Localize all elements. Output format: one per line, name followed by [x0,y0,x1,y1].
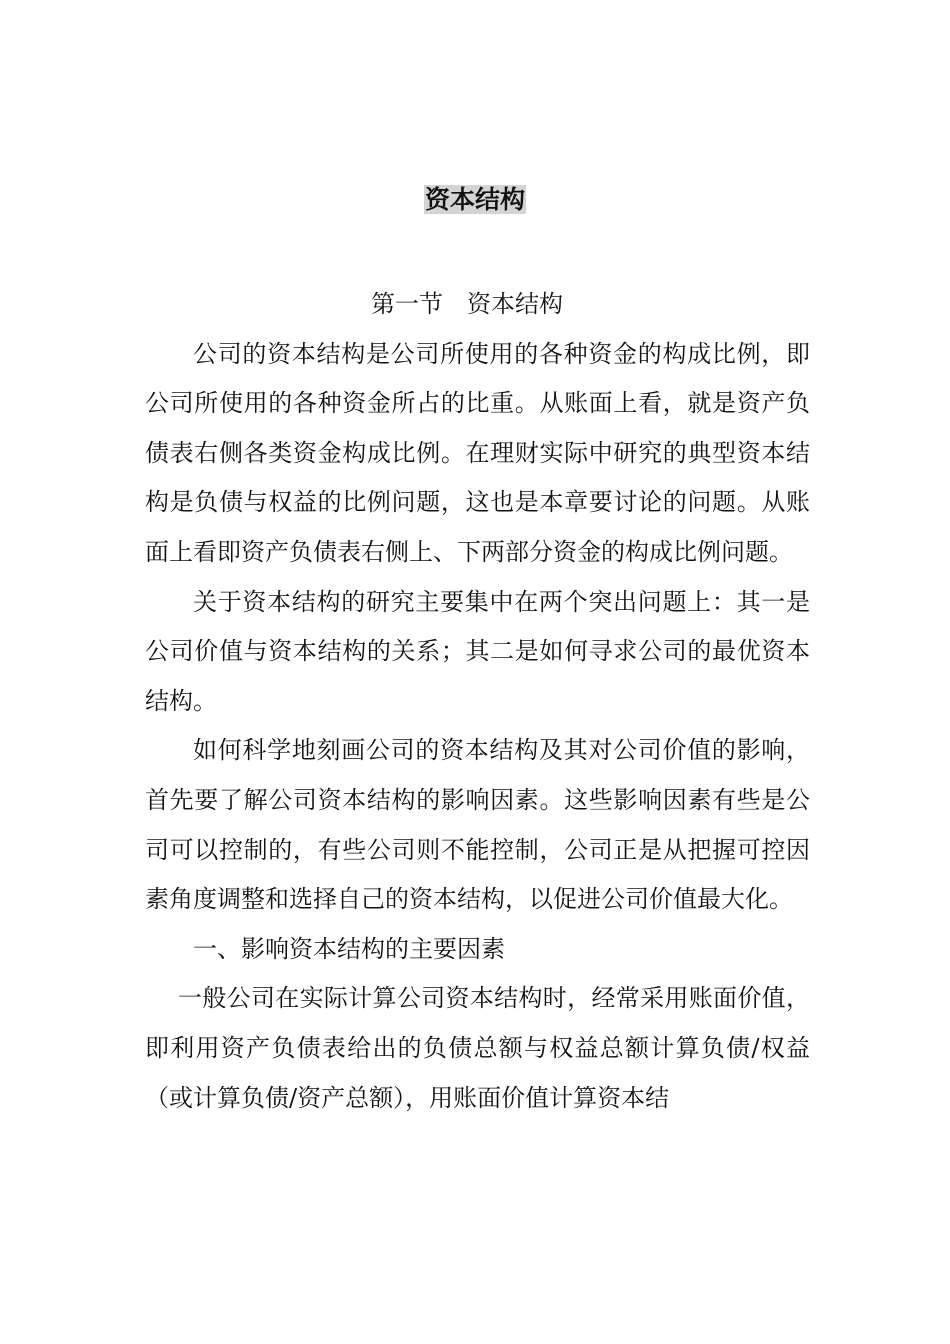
document-title-text: 资本结构 [424,185,525,214]
paragraph: 公司的资本结构是公司所使用的各种资金的构成比例，即公司所使用的各种资金所占的比重。从账面上看，就是资产负债表右侧各类资金构成比例。在理财实际中研究的典型资本结构是负债与权益的比例问题，这也是本章要讨论的问题。从账面上看即资产负债表右侧上、下两部分资金的构成比例问题。 [145,339,810,566]
paragraph: 关于资本结构的研究主要集中在两个突出问题上：其一是公司价值与资本结构的关系；其二是如何寻求公司的最优资本结构。 [145,587,810,715]
subheading: 一、影响资本结构的主要因素 [193,934,505,963]
document-title [0,180,950,220]
section-title: 第一节 资本结构 [371,290,563,318]
document-body [145,280,810,1123]
paragraph: 如何科学地刻画公司的资本结构及其对公司价值的影响，首先要了解公司资本结构的影响因素。这些影响因素有些是公司可以控制的，有些公司则不能控制，公司正是从把握可控因素角度调整和选择自己的资本结构，以促进公司价值最大化。 [145,736,810,914]
paragraph: 一般公司在实际计算公司资本结构时，经常采用账面价值，即利用资产负债表给出的负债总额与权益总额计算负债/权益（或计算负债/资产总额），用账面价值计算资本结 [145,984,810,1112]
